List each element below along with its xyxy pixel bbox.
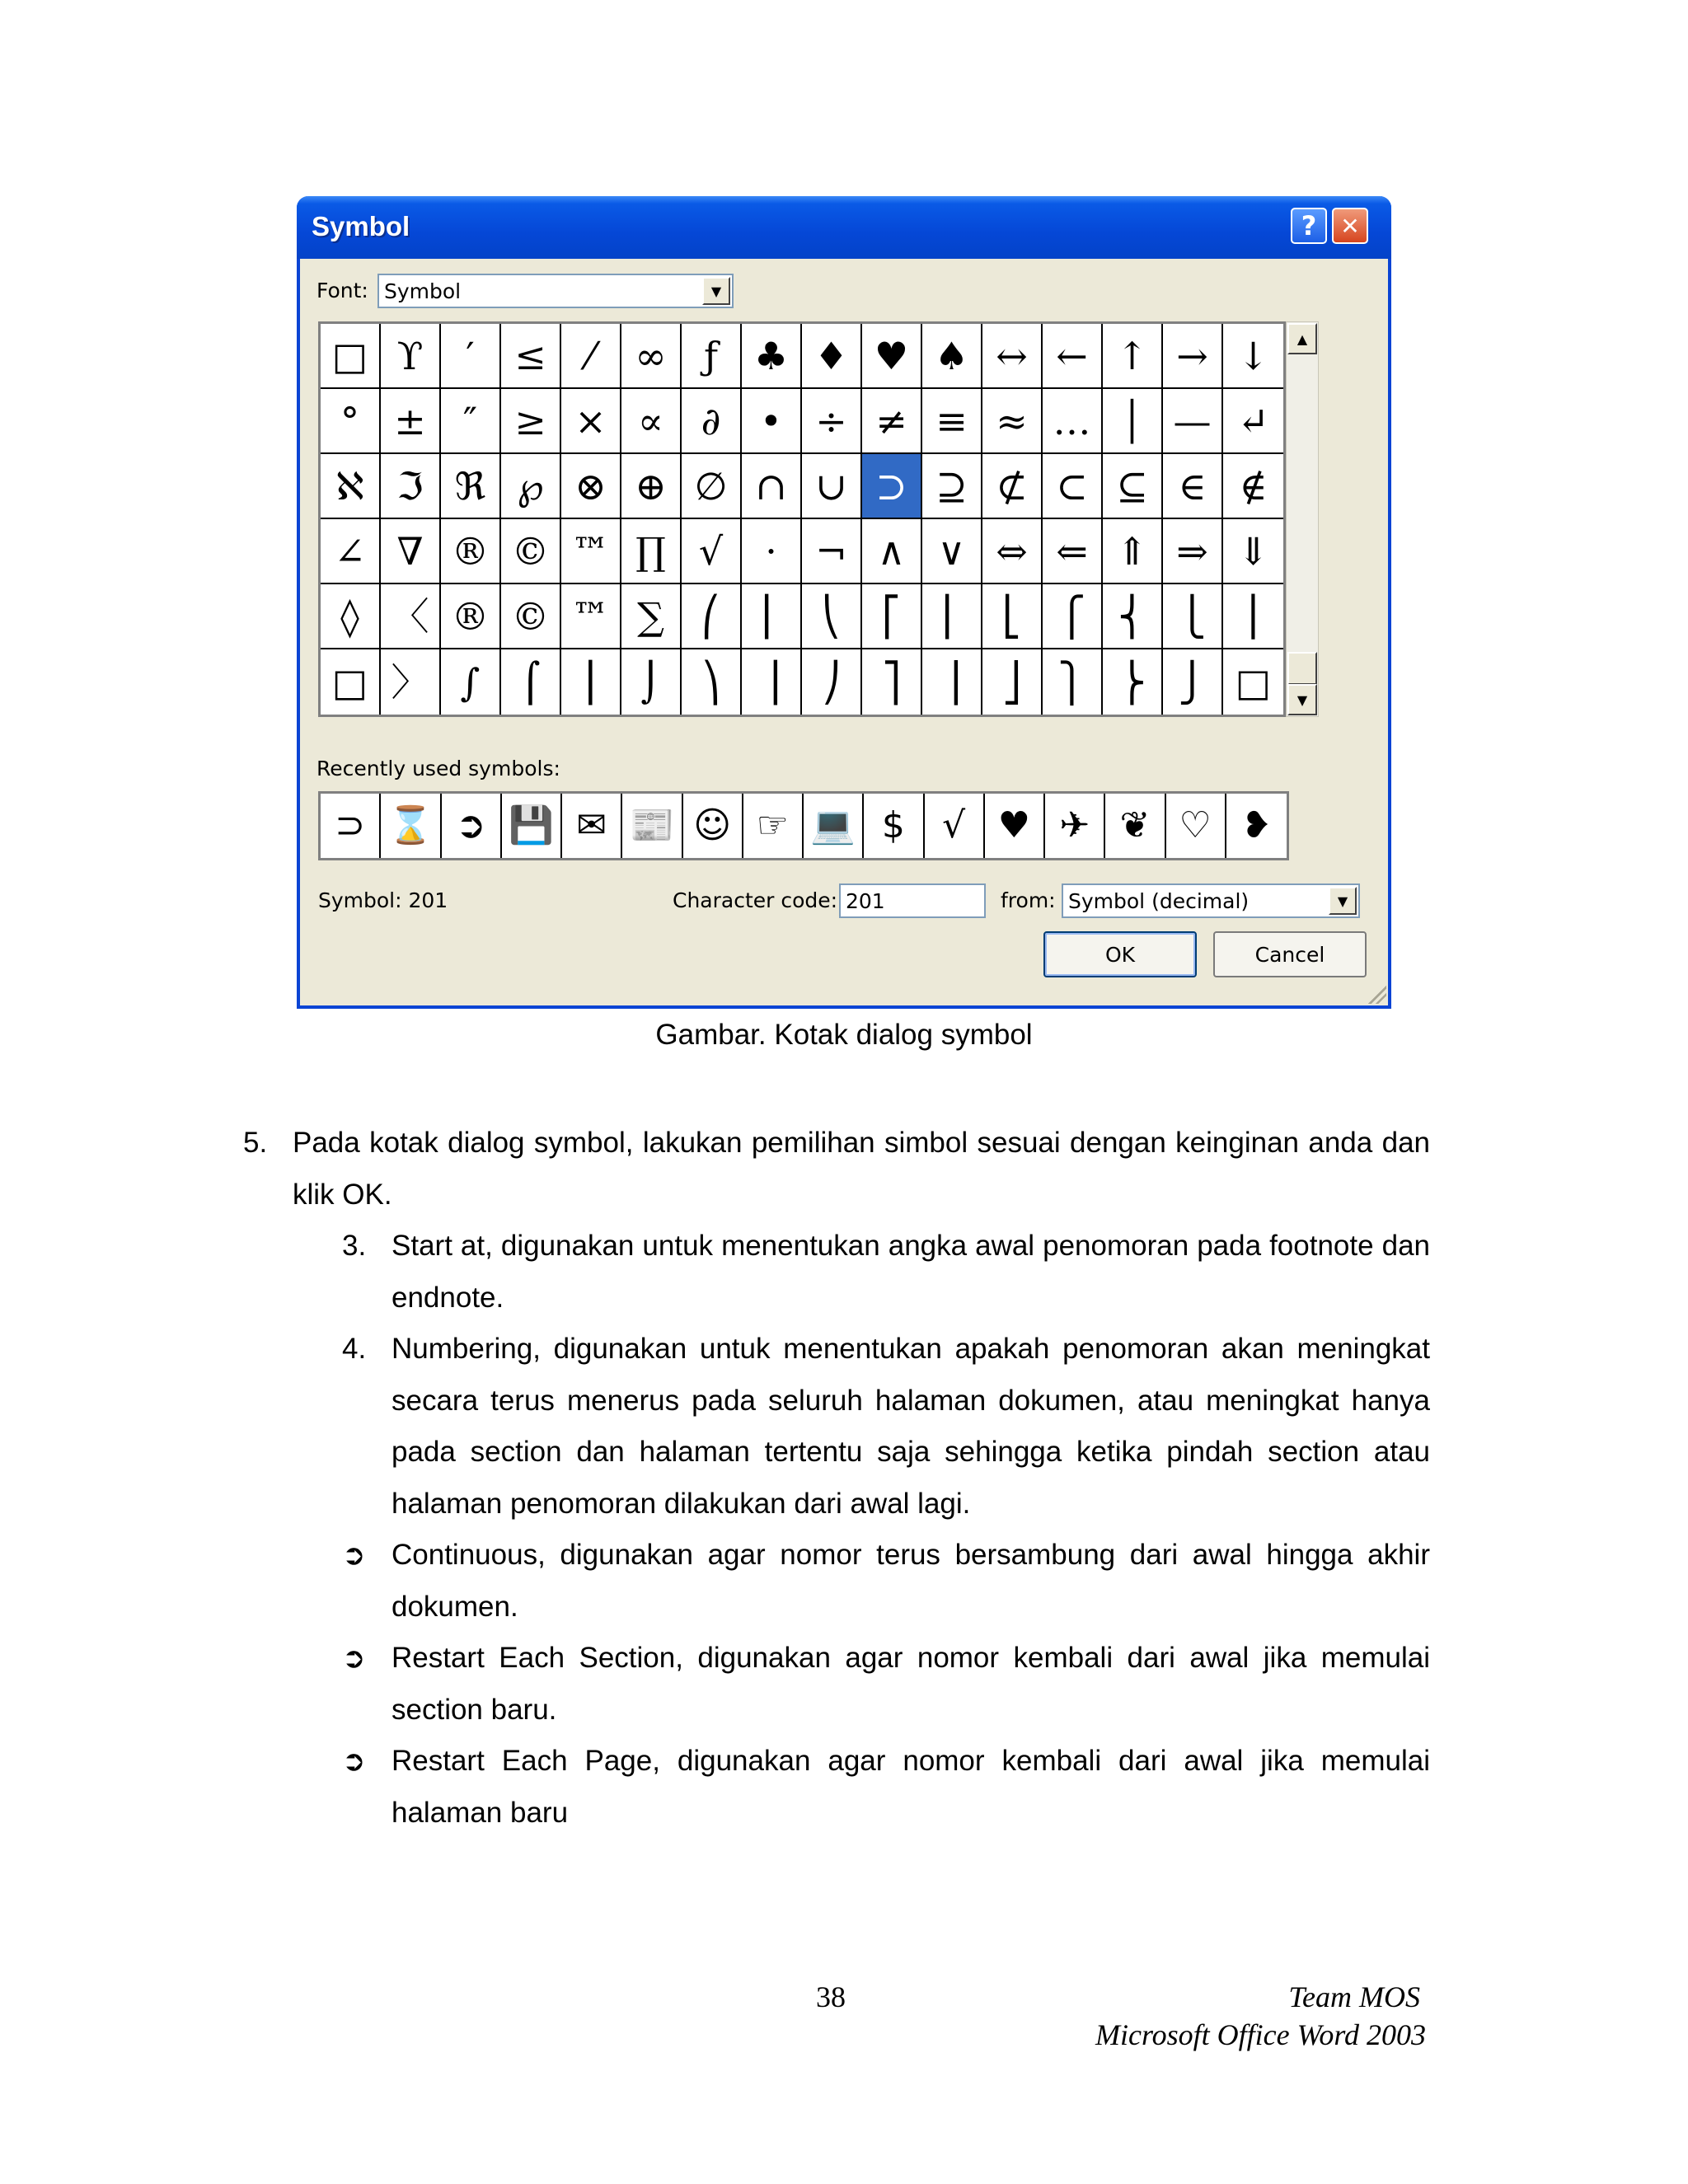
help-button[interactable] (1291, 208, 1327, 244)
symbol-cell[interactable]: ƒ (682, 324, 742, 389)
symbol-cell[interactable]: ⎥ (922, 649, 982, 715)
symbol-cell[interactable]: ≡ (922, 389, 982, 454)
footer-team (1288, 1980, 1420, 2014)
symbol-cell[interactable]: ⎦ (982, 649, 1043, 715)
list-item (342, 1736, 1430, 1839)
symbol-cell[interactable]: ⎠ (802, 649, 862, 715)
symbol-cell[interactable]: ⎪ (1223, 584, 1283, 649)
font-select-value: Symbol (384, 279, 462, 303)
symbol-cell[interactable]: ⊕ (621, 454, 682, 519)
symbol-cell[interactable]: ⌡ (621, 649, 682, 715)
symbol-cell[interactable]: ⇐ (1043, 519, 1103, 584)
symbol-cell[interactable]: ↓ (1223, 324, 1283, 389)
symbol-cell[interactable]: ∨ (922, 519, 982, 584)
symbol-cell[interactable]: ∞ (621, 324, 682, 389)
font-label: Font: (316, 279, 368, 302)
symbol-cell[interactable]: — (1163, 389, 1223, 454)
symbol-cell[interactable]: ⊇ (922, 454, 982, 519)
symbol-cell[interactable]: ∂ (682, 389, 742, 454)
recent-symbol-cell[interactable]: ❥ (1240, 804, 1272, 846)
recent-symbols-row (318, 791, 1289, 860)
symbol-cell[interactable]: ≤ (501, 324, 561, 389)
symbol-cell[interactable]: © (501, 584, 561, 649)
footer-product-text: Microsoft Office Word 2003 (1095, 2018, 1426, 2051)
symbol-cell[interactable]: ∪ (802, 454, 862, 519)
symbol-cell[interactable]: ≈ (982, 389, 1043, 454)
character-code-input[interactable] (839, 883, 986, 918)
symbol-cell[interactable]: ⊃ (862, 454, 922, 519)
dialog-title: Symbol (312, 211, 410, 241)
list-item (342, 1221, 1430, 1324)
symbol-cell[interactable]: ÷ (802, 389, 862, 454)
list-marker: 5. (243, 1127, 268, 1159)
dialog-title-bar[interactable] (297, 196, 1391, 259)
list-item (342, 1324, 1430, 1530)
symbol-cell[interactable]: ″ (441, 389, 501, 454)
symbol-cell[interactable]: ⋅ (742, 519, 802, 584)
list-item (342, 1530, 1430, 1633)
symbol-cell[interactable]: ⊗ (561, 454, 621, 519)
character-code-label: Character code: (673, 888, 838, 912)
symbol-cell[interactable]: … (1043, 389, 1103, 454)
footer-product (1095, 2018, 1426, 2052)
symbol-cell[interactable]: ♠ (922, 324, 982, 389)
symbol-cell[interactable]: ° (321, 389, 381, 454)
resize-grip-icon[interactable] (1368, 986, 1386, 1004)
recent-symbol-cell[interactable]: $ (864, 794, 924, 858)
symbol-cell[interactable]: ∝ (621, 389, 682, 454)
symbol-cell[interactable]: ∠ (321, 519, 381, 584)
arrow-up-icon: ▲ (1296, 330, 1308, 347)
symbol-cell[interactable]: • (742, 389, 802, 454)
list-item-text: Pada kotak dialog symbol, lakukan pemilihan simbol sesuai dengan keinginan anda dan klik OK. (293, 1127, 1430, 1211)
symbol-cell[interactable]: ⎧ (1043, 584, 1103, 649)
symbol-cell[interactable]: ⊆ (1103, 454, 1163, 519)
symbol-cell[interactable]: □ (321, 649, 381, 715)
symbol-cell[interactable]: □ (1235, 659, 1272, 705)
list-item-text: Start at, digunakan untuk menentukan angka awal penomoran pada footnote dan endnote. (392, 1230, 1430, 1314)
symbol-cell[interactable]: ℑ (381, 454, 441, 519)
symbol-cell[interactable]: ⎝ (802, 584, 862, 649)
scroll-down-button[interactable] (1287, 684, 1317, 715)
symbol-cell[interactable]: ™ (561, 519, 621, 584)
arrow-down-icon: ▼ (1296, 691, 1308, 708)
symbol-cell[interactable]: ⎢ (922, 584, 982, 649)
scroll-up-button[interactable] (1287, 323, 1317, 354)
footer-team-text: Team MOS (1288, 1980, 1420, 2013)
symbol-cell[interactable]: ⇑ (1103, 519, 1163, 584)
symbol-cell[interactable]: ∅ (682, 454, 742, 519)
symbol-cell[interactable]: ϒ (381, 324, 441, 389)
symbol-cell[interactable]: ♣ (742, 324, 802, 389)
recent-symbol-cell[interactable]: √ (925, 794, 985, 858)
symbol-cell[interactable]: ⎟ (742, 649, 802, 715)
chevron-down-icon[interactable]: ▼ (702, 277, 730, 305)
symbol-cell[interactable]: ⎤ (862, 649, 922, 715)
symbol-cell[interactable]: ⎜ (742, 584, 802, 649)
symbol-cell[interactable]: ⎞ (682, 649, 742, 715)
symbol-cell[interactable]: ⎣ (982, 584, 1043, 649)
symbol-cell[interactable]: ♥ (862, 324, 922, 389)
arrow-bullet-icon: ➲ (342, 1642, 366, 1675)
symbol-cell[interactable]: ∩ (742, 454, 802, 519)
from-select-value: Symbol (decimal) (1068, 889, 1250, 913)
list-item-text: Restart Each Section, digunakan agar nomor kembali dari awal jika memulai section baru. (392, 1642, 1430, 1726)
figure-caption: Gambar. Kotak dialog symbol (655, 1019, 1033, 1051)
symbol-cell[interactable]: ◊ (321, 584, 381, 649)
symbol-cell[interactable]: ¬ (802, 519, 862, 584)
symbol-cell[interactable]: ∧ (862, 519, 922, 584)
list-marker: 3. (342, 1230, 367, 1262)
recent-symbol-cell[interactable]: ❦ (1105, 794, 1165, 858)
symbol-cell[interactable]: ∑ (621, 584, 682, 649)
symbol-cell[interactable]: ± (381, 389, 441, 454)
symbol-cell[interactable]: ⎛ (682, 584, 742, 649)
character-code-value: 201 (846, 889, 885, 913)
symbol-cell[interactable]: ® (441, 584, 501, 649)
symbol-cell[interactable]: ≥ (501, 389, 561, 454)
recent-symbol-cell[interactable]: ✈ (1045, 794, 1105, 858)
recent-symbol-cell[interactable]: ➲ (442, 794, 502, 858)
symbol-cell[interactable]: ⎭ (1163, 649, 1223, 715)
symbol-cell[interactable]: ⁄ (561, 324, 621, 389)
recent-symbol-cell[interactable]: ♥ (985, 794, 1045, 858)
symbol-cell[interactable]: ⊂ (1043, 454, 1103, 519)
symbol-cell[interactable]: × (561, 389, 621, 454)
list-item (243, 1118, 1430, 1221)
symbol-cell[interactable]: ⌠ (501, 649, 561, 715)
symbol-cell[interactable]: │ (1103, 389, 1163, 454)
symbol-cell[interactable]: ∫ (441, 649, 501, 715)
symbol-cell[interactable]: ⎩ (1163, 584, 1223, 649)
symbol-cell[interactable]: ∏ (621, 519, 682, 584)
symbol-info: Symbol: 201 (318, 888, 448, 912)
scroll-thumb[interactable] (1287, 652, 1317, 685)
symbol-cell[interactable]: ↵ (1223, 389, 1283, 454)
recent-symbol-cell[interactable]: ⌛ (381, 794, 441, 858)
symbol-cell[interactable]: ∇ (381, 519, 441, 584)
symbol-cell[interactable]: ® (441, 519, 501, 584)
symbol-cell[interactable]: √ (682, 519, 742, 584)
symbol-dialog (297, 196, 1391, 1009)
symbol-cell[interactable]: ™ (561, 584, 621, 649)
symbol-cell[interactable]: 〉 (381, 649, 441, 715)
close-icon: ✕ (1340, 212, 1360, 240)
recent-symbol-cell[interactable]: ♡ (1166, 794, 1226, 858)
symbol-cell[interactable]: ⎨ (1103, 584, 1163, 649)
symbol-cell[interactable]: ℵ (321, 454, 381, 519)
symbol-cell[interactable]: ↔ (982, 324, 1043, 389)
chevron-down-icon[interactable]: ▼ (1329, 887, 1357, 915)
list-item-text: Restart Each Page, digunakan agar nomor kembali dari awal jika memulai halaman baru (392, 1745, 1430, 1829)
ok-button[interactable] (1043, 931, 1197, 977)
symbol-grid (318, 321, 1286, 717)
font-select[interactable] (377, 274, 734, 308)
symbol-cell[interactable]: ♦ (802, 324, 862, 389)
recent-symbol-cell[interactable]: ⊃ (321, 794, 381, 858)
symbol-cell[interactable]: ← (1043, 324, 1103, 389)
symbol-cell[interactable]: © (501, 519, 561, 584)
list-item (342, 1633, 1430, 1736)
symbol-cell[interactable]: ⎫ (1043, 649, 1103, 715)
list-marker: 4. (342, 1333, 367, 1365)
arrow-bullet-icon: ➲ (342, 1539, 366, 1572)
symbol-cell[interactable]: ⎮ (561, 649, 621, 715)
arrow-bullet-icon: ➲ (342, 1745, 366, 1778)
ok-button-label: OK (1104, 942, 1136, 967)
recent-symbol-cell[interactable]: 💾 (502, 794, 562, 858)
symbol-cell[interactable]: ℜ (441, 454, 501, 519)
from-select[interactable] (1062, 883, 1360, 918)
symbol-grid-scrollbar[interactable] (1286, 321, 1319, 717)
symbol-cell[interactable]: ⇔ (982, 519, 1043, 584)
list-item-text: Continuous, digunakan agar nomor terus bersambung dari awal hingga akhir dokumen. (392, 1539, 1430, 1623)
symbol-cell[interactable]: ≠ (862, 389, 922, 454)
symbol-cell[interactable]: ⊄ (982, 454, 1043, 519)
symbol-cell[interactable]: ⇒ (1163, 519, 1223, 584)
symbol-cell[interactable]: ℘ (501, 454, 561, 519)
symbol-cell[interactable]: ′ (441, 324, 501, 389)
recent-symbol-cell[interactable]: ☞ (743, 794, 804, 858)
symbol-cell[interactable]: ⎬ (1103, 649, 1163, 715)
symbol-cell[interactable]: ⇓ (1223, 519, 1283, 584)
page-number: 38 (816, 1980, 846, 2013)
recent-symbols-label: Recently used symbols: (316, 757, 560, 780)
symbol-cell[interactable]: 〈 (381, 584, 441, 649)
list-item-text: Numbering, digunakan untuk menentukan apakah penomoran akan meningkat secara terus menerus pada seluruh halaman dokumen, atau meningkat hanya pada section dan halaman tertentu saja sehingga ketika pindah section atau halaman penomoran dilakukan dari awal lagi. (392, 1333, 1430, 1520)
recent-symbol-cell[interactable]: 📰 (622, 794, 682, 858)
close-button[interactable] (1332, 208, 1368, 244)
symbol-cell[interactable]: ∉ (1223, 454, 1283, 519)
help-icon: ? (1301, 210, 1317, 241)
cancel-button-label: Cancel (1254, 942, 1325, 967)
symbol-cell[interactable]: ⎡ (862, 584, 922, 649)
cancel-button[interactable] (1213, 931, 1367, 977)
recent-symbol-cell[interactable]: ✉ (562, 794, 622, 858)
symbol-cell[interactable]: □ (321, 324, 381, 389)
recent-symbol-cell[interactable]: 💻 (804, 794, 864, 858)
symbol-cell[interactable]: ↑ (1103, 324, 1163, 389)
symbol-cell[interactable]: → (1163, 324, 1223, 389)
symbol-cell[interactable]: ∈ (1163, 454, 1223, 519)
recent-symbol-cell[interactable]: ☺ (683, 794, 743, 858)
from-label: from: (1001, 888, 1056, 912)
